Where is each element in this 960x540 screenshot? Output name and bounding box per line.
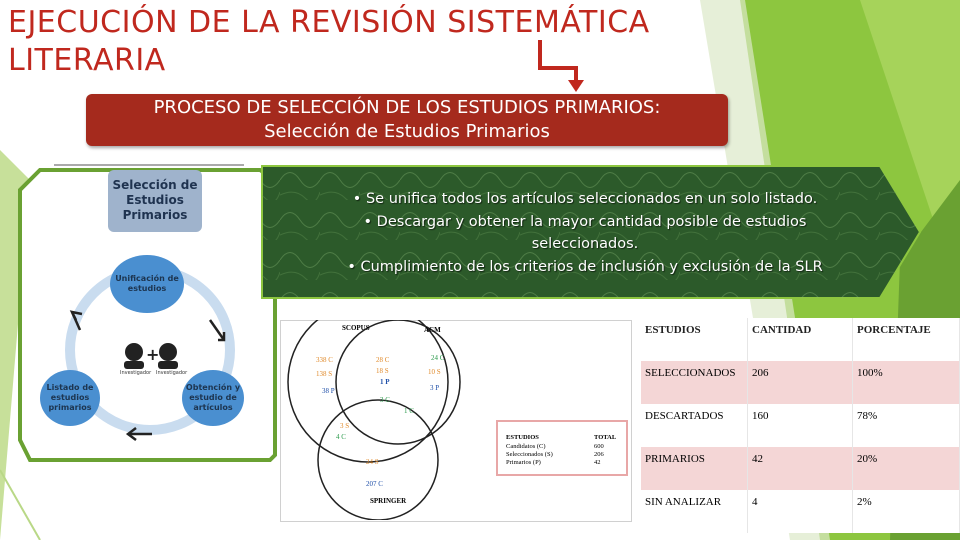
table-cell: 160 [748,404,853,447]
banner-line-1: PROCESO DE SELECCIÓN DE LOS ESTUDIOS PRIMARIOS: [153,97,661,118]
venn-acm-c: 24 C [431,354,445,362]
venn-scopus-p: 38 P [322,387,335,395]
table-row [641,447,960,490]
results-table [641,318,960,533]
red-arrow-head [568,80,584,92]
person-label-2: Investigador [156,370,188,376]
venn-acm-p: 3 P [430,384,440,392]
left-line [0,470,40,540]
venn-scopus-s: 138 S [316,370,333,378]
banner-line-2: Selección de Estudios Primarios [264,121,550,142]
node-listado: Listado de estudios primarios [40,370,100,426]
venn-acm-s: 10 S [428,368,441,376]
legend-header-2: TOTAL [594,434,617,441]
venn-legend [496,420,628,476]
legend-row-value: 600 [594,443,604,450]
cycle-title: Selección de Estudios Primarios [108,170,202,232]
venn-label-scopus: SCOPUS [342,324,370,332]
person-label-1: Investigador [120,370,152,376]
legend-row-label: Seleccionados (S) [506,451,553,458]
table-header: ESTUDIOS [641,318,748,361]
bullet-item-3: • Cumplimiento de los criterios de inclusión y exclusión de la SLR [347,258,823,275]
table-header: PORCENTAJE [853,318,960,361]
title-line-2: LITERARIA [8,43,166,78]
person-body-1 [124,361,144,369]
table-cell: 42 [748,447,853,490]
table-row [641,361,960,404]
venn-springer-c: 207 C [366,480,383,488]
table-cell: PRIMARIOS [641,447,748,490]
bullet-item-2-cont: seleccionados. [531,236,639,252]
legend-header-1: ESTUDIOS [506,434,539,441]
plus-icon: + [146,345,160,364]
table-cell: DESCARTADOS [641,404,748,447]
bullet-list [275,188,895,278]
table-cell: SIN ANALIZAR [641,490,748,533]
venn-label-springer: SPRINGER [370,497,407,505]
table-cell: 4 [748,490,853,533]
venn-scopus-c: 338 C [316,356,333,364]
legend-row-value: 206 [594,451,604,458]
node-obtencion: Obtención y estudio de artículos [182,370,244,426]
venn-label-acm: ACM [424,326,441,334]
person-icon-1 [125,343,143,361]
venn-ss-c: 4 C [336,433,346,441]
legend-row-value: 42 [594,459,601,466]
node-unificacion: Unificación de estudios [110,255,184,313]
venn-circle-scopus [288,320,448,462]
table-cell: SELECCIONADOS [641,361,748,404]
legend-row-label: Candidatos (C) [506,443,546,450]
table-cell: 78% [853,404,960,447]
person-icon-2 [159,343,177,361]
table-header: CANTIDAD [748,318,853,361]
venn-sa-s: 18 S [376,367,389,375]
table-row [641,404,960,447]
venn-sa-p: 1 P [380,378,390,386]
table-header-row [641,318,960,361]
legend-row-label: Primarios (P) [506,459,541,466]
table-cell: 206 [748,361,853,404]
venn-ss-s: 3 S [340,422,350,430]
bullet-item-1: • Se unifica todos los artículos seleccionados en un solo listado. [352,191,818,207]
person-body-2 [158,361,178,369]
table-cell: 2% [853,490,960,533]
venn-springer-s: 24 S [366,458,379,466]
table-cell: 100% [853,361,960,404]
venn-sa-c: 28 C [376,356,390,364]
venn-circle-acm [336,320,460,444]
bullet-item-2: • Descargar y obtener la mayor cantidad posible de estudios [363,213,807,230]
title-line-1: EJECUCIÓN DE LA REVISIÓN SISTEMÁTICA [8,5,650,40]
venn-center-c: 3 C [380,396,390,404]
venn-as-c: 1 C [404,407,414,415]
table-row [641,490,960,533]
table-cell: 20% [853,447,960,490]
